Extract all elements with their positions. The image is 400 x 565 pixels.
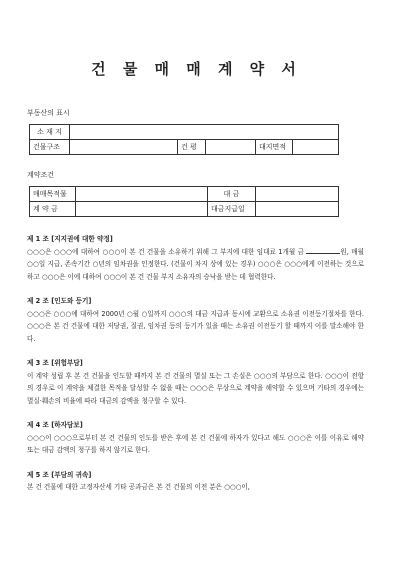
structure-value[interactable] [70,140,178,155]
location-value[interactable] [70,125,339,140]
table-row [30,202,339,217]
article-body: 이 계약 성립 후 본 건 건물을 인도할 때까지 본 건 건물의 멸실 또는 그 손실은 ○○○의 부담으로 한다. ○○○이 전항의 경우로 이 계약을 체결한 목적을 달성할 수 없을 때는 ○○○은 무상으로 계약을 해약할 수 있으며 기타의 경우에는 멸실·훼손의 비율에 따라 대금의 감액을 청구할 수 있다. [27,371,364,405]
table-row [30,140,339,155]
article-heading: 제 1 조 [지지권에 대한 약정] [27,235,113,243]
land-area-label: 대지면적 [256,140,293,155]
pyeong-label: 건 평 [178,140,206,155]
article-4 [27,419,364,457]
land-area-value[interactable] [293,140,339,155]
deposit-label: 계 약 금 [30,202,76,217]
payment-date-value[interactable] [256,202,339,217]
object-label: 매매목적물 [30,187,76,202]
property-table [29,124,339,155]
rent-amount-blank[interactable] [306,247,340,254]
document-title: 건 물 매 매 계 약 서 [91,60,302,78]
property-section-label: 부동산의 표시 [27,109,70,117]
article-heading: 제 5 조 [부담의 귀속] [27,470,92,479]
payment-date-label: 대금지급일 [208,202,256,217]
contract-table [29,186,339,217]
price-value[interactable] [256,187,339,202]
table-row [30,187,339,202]
article-body: ○○○이 ○○○으로부터 본 건 건물의 인도를 받은 후에 본 건 건물에 하자가 있다고 해도 ○○○은 이를 이유로 해약 또는 대금 감액의 청구를 하지 않기로 한다. [27,433,364,454]
pyeong-value[interactable] [206,140,256,155]
object-value[interactable] [76,187,208,202]
article-3 [27,357,364,407]
article-1 [27,233,364,283]
article-body: 본 건 건물에 대한 고정자산세 기타 공과금은 본 건 건물의 이전 분은 ○○○이, [27,483,250,491]
location-label: 소 재 지 [30,125,70,140]
articles [27,233,364,494]
article-heading: 제 3 조 [위험부담] [27,359,83,367]
article-5 [27,469,364,494]
contract-section-label: 계약조건 [27,171,55,179]
price-label: 대 금 [208,187,256,202]
table-row [30,125,339,140]
article-body: ○○○은 ○○○에 대하여 ○○○이 본 건 건물을 소유하기 위해 그 부지에 대한 임대료 1개월 금 원, 매월 ○○일 지급, 존속기간 ○년의 임차권을 인정한다. (건물이 차지 상에 있는 경우) ○○○은 ○○○에게 이전하는 것으로 하고 ○○○은 이에 대하여 ○○○이 본 건 건물 부지 소유자의 승낙을 받는 데 협력한다. [27,247,364,281]
article-body: ○○○은 ○○○에 대하여 2000년 ○월 ○일까지 ○○○의 대금 지급과 동시에 교환으로 소유권 이전등기절차를 한다. ○○○은 본 건 건물에 대한 저당권, 질권, 임차권 등의 등기가 있을 때는 소유권 이전등기 할 때까지 이를 말소해야 한다. [27,309,364,343]
article-heading: 제 2 조 [인도와 등기] [27,297,92,305]
article-2 [27,295,364,345]
structure-label: 건물구조 [30,140,70,155]
article-heading: 제 4 조 [하자담보] [27,421,83,429]
deposit-value[interactable] [76,202,208,217]
